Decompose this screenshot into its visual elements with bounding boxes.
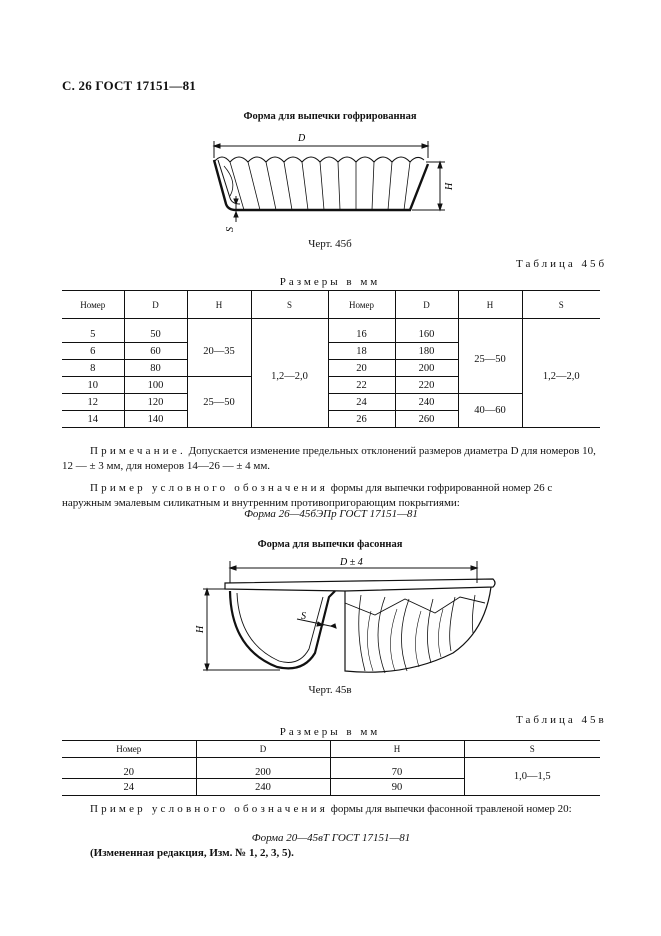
figure-45b-caption: Черт. 45б (308, 238, 352, 250)
header-h: H (330, 741, 464, 758)
cell-h: 20—35 (187, 327, 251, 377)
header-number: Номер (62, 291, 124, 319)
cell-d: 240 (196, 779, 330, 796)
figure-45v-caption: Черт. 45в (308, 684, 352, 696)
dim-D-label: D ± 4 (340, 557, 363, 568)
header-h-2: H (458, 291, 522, 319)
table-45b (62, 290, 600, 428)
table-45v (62, 740, 600, 796)
cell-number: 24 (328, 394, 395, 411)
header-d-2: D (395, 291, 458, 319)
cell-number: 26 (328, 411, 395, 428)
cell-number: 20 (62, 758, 196, 779)
table-row (62, 758, 600, 779)
cell-d: 120 (124, 394, 187, 411)
dim-H-label: H (195, 625, 206, 633)
header-s-2: S (558, 299, 564, 310)
example-1-lead: Пример условного обозначения (90, 482, 328, 494)
table-row (62, 394, 600, 411)
header-h: H (187, 291, 251, 319)
cell-d: 140 (124, 411, 187, 428)
table-45b-label: Таблица 45б (516, 258, 608, 270)
figure-45b-drawing (200, 126, 460, 238)
cell-number: 16 (328, 327, 395, 343)
note-label: Примечание. (90, 445, 186, 457)
note (62, 444, 600, 474)
page-header: С. 26 ГОСТ 17151—81 (62, 78, 196, 93)
cell-number: 14 (62, 411, 124, 428)
table-45b-dims: Размеры в мм (279, 276, 381, 288)
header-number: Номер (62, 741, 196, 758)
cell-number: 5 (62, 327, 124, 343)
cell-number: 22 (328, 377, 395, 394)
header-s: S (529, 744, 535, 754)
example-2-text: формы для выпечки фасонной травленой номер 20: (330, 803, 572, 815)
dim-S-label: S (301, 611, 306, 622)
header-d: D (124, 291, 187, 319)
cell-h: 70 (330, 758, 464, 779)
dim-D-label: D (298, 133, 306, 144)
table-45v-label: Таблица 45в (516, 714, 607, 726)
table-row (62, 327, 600, 343)
cell-h: 90 (330, 779, 464, 796)
cell-d: 180 (395, 343, 458, 360)
cell-number: 10 (62, 377, 124, 394)
cell-number: 20 (328, 360, 395, 377)
figure-45v-drawing (185, 553, 505, 680)
cell-s: 1,2—2,0 (542, 371, 580, 383)
cell-d: 60 (124, 343, 187, 360)
cell-number: 24 (62, 779, 196, 796)
table-45v-dims: Размеры в мм (279, 726, 381, 738)
cell-number: 8 (62, 360, 124, 377)
note-text: Допускается изменение предельных отклонений размеров диаметра D для номеров 10, 12 — ± 3 мм, для номеров 14—26 — ± 4 мм. (62, 445, 596, 472)
cell-number: 12 (62, 394, 124, 411)
cell-h: 25—50 (458, 327, 522, 394)
cell-d: 220 (395, 377, 458, 394)
cell-d: 80 (124, 360, 187, 377)
cell-number: 18 (328, 343, 395, 360)
amendment-note: (Измененная редакция, Изм. № 1, 2, 3, 5). (90, 847, 294, 859)
cell-d: 240 (395, 394, 458, 411)
cell-d: 200 (196, 758, 330, 779)
cell-number: 6 (62, 343, 124, 360)
cell-d: 50 (124, 327, 187, 343)
cell-d: 200 (395, 360, 458, 377)
example-2-lead: Пример условного обозначения (90, 803, 328, 815)
dim-S-label: S (225, 227, 236, 232)
example-1-text: формы для выпечки гофрированной номер 26 с наружным эмалевым силикатным и внутренним противопригорающим покрытиями: (62, 482, 553, 509)
cell-s: 1,0—1,5 (513, 771, 551, 782)
header-d: D (196, 741, 330, 758)
cell-d: 260 (395, 411, 458, 428)
cell-h: 40—60 (458, 394, 522, 428)
example-2 (62, 802, 600, 817)
cell-s: 1,2—2,0 (251, 327, 328, 428)
figure-45b-title: Форма для выпечки гофрированная (243, 111, 417, 122)
header-s: S (251, 291, 328, 319)
cell-d: 160 (395, 327, 458, 343)
example-1-designation: Форма 26—45бЭПр ГОСТ 17151—81 (244, 508, 418, 520)
dim-H-label: H (444, 182, 455, 190)
example-2-designation: Форма 20—45вТ ГОСТ 17151—81 (251, 832, 411, 844)
cell-d: 100 (124, 377, 187, 394)
header-number-2: Номер (328, 291, 395, 319)
figure-45v-title: Форма для выпечки фасонная (257, 539, 403, 550)
cell-h: 25—50 (187, 377, 251, 428)
